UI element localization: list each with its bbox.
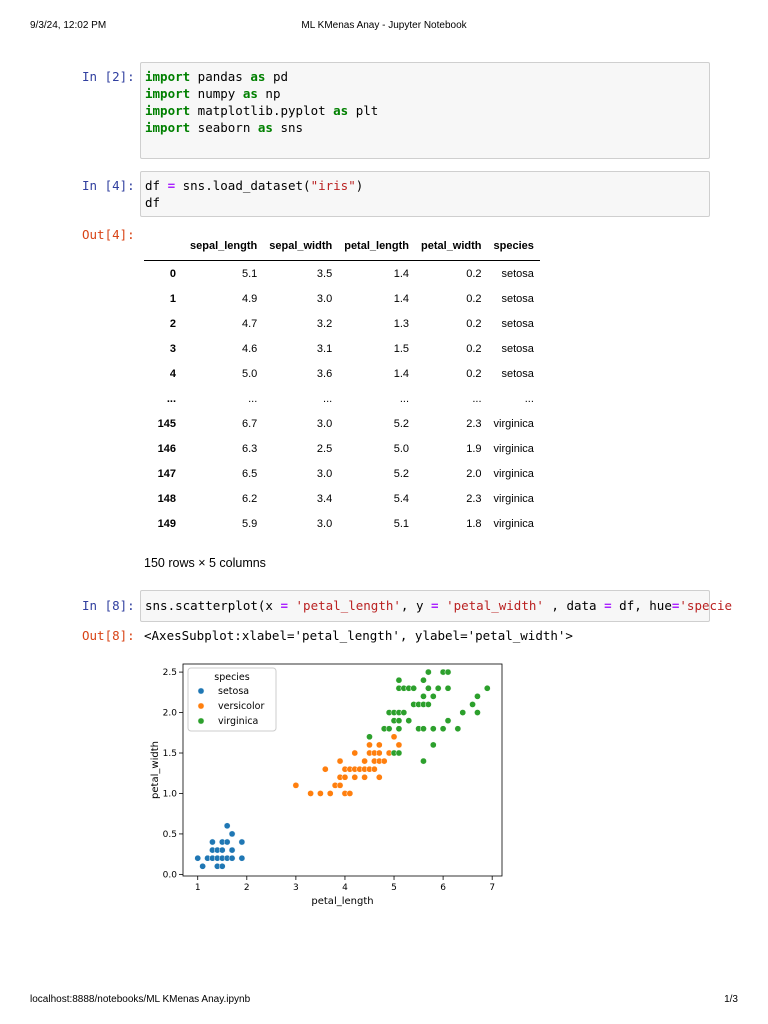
column-header: sepal_width [263, 240, 338, 261]
table-cell: 5.2 [393, 417, 410, 430]
data-point-versicolor [347, 790, 353, 796]
data-point-versicolor [366, 742, 372, 748]
data-point-virginica [420, 758, 426, 764]
data-point-virginica [396, 677, 402, 683]
table-cell: ... [472, 392, 482, 405]
data-point-setosa [219, 847, 225, 853]
table-cell: 3.5 [316, 267, 333, 280]
table-cell: 3.1 [316, 342, 333, 355]
print-header [0, 17, 768, 35]
dataframe-table [144, 240, 540, 536]
x-tick-label: 5 [391, 883, 397, 893]
table-cell: 3.0 [316, 467, 333, 480]
column-header: petal_width [415, 240, 488, 261]
data-point-virginica [474, 693, 480, 699]
table-cell: 0.2 [466, 292, 482, 305]
table-cell: 5.1 [241, 267, 258, 280]
data-point-versicolor [376, 742, 382, 748]
table-cell: 6.2 [241, 492, 258, 505]
x-tick-label: 6 [440, 883, 446, 893]
table-cell: ... [323, 392, 333, 405]
data-point-setosa [229, 847, 235, 853]
table-row [144, 461, 540, 486]
table-cell: 1.4 [393, 367, 410, 380]
table-row [144, 336, 540, 361]
table-cell: setosa [501, 267, 534, 280]
print-url: localhost:8888/notebooks/ML KMenas Anay.ipynb [30, 994, 251, 1005]
table-header-row [144, 240, 540, 261]
data-point-setosa [200, 863, 206, 869]
table-cell: 1.9 [466, 442, 482, 455]
x-axis-label: petal_length [311, 896, 374, 907]
print-datetime: 9/3/24, 12:02 PM [30, 20, 107, 31]
table-cell: 6.7 [241, 417, 258, 430]
y-tick-label: 1.0 [162, 789, 177, 800]
column-header: sepal_length [182, 240, 263, 261]
data-point-virginica [425, 701, 431, 707]
table-cell: 0.2 [466, 267, 482, 280]
input-prompt: In [4]: [82, 178, 135, 193]
table-cell: 3.4 [316, 492, 333, 505]
legend-label-setosa: setosa [218, 686, 250, 697]
data-point-setosa [229, 855, 235, 861]
y-axis-label: petal_width [150, 741, 161, 799]
table-cell: 4.7 [241, 317, 258, 330]
table-row [144, 411, 540, 436]
table-cell: virginica [493, 517, 534, 530]
y-tick-label: 2.0 [162, 708, 177, 719]
row-index: 2 [169, 317, 176, 330]
table-cell: virginica [493, 492, 534, 505]
data-point-virginica [474, 709, 480, 715]
data-point-virginica [396, 718, 402, 724]
data-point-virginica [420, 677, 426, 683]
output-prompt: Out[4]: [82, 227, 135, 242]
y-tick-label: 1.5 [162, 749, 177, 760]
scatter-plot [144, 660, 514, 915]
data-point-setosa [195, 855, 201, 861]
x-tick-label: 2 [243, 883, 250, 893]
data-point-versicolor [381, 758, 387, 764]
table-cell: 1.5 [393, 342, 410, 355]
data-point-virginica [366, 734, 372, 740]
row-index: 149 [157, 517, 176, 530]
print-footer [0, 994, 768, 1010]
table-cell: 4.9 [241, 292, 258, 305]
row-index: 145 [157, 417, 176, 430]
data-point-versicolor [337, 782, 343, 788]
data-point-versicolor [352, 774, 358, 780]
data-point-virginica [460, 709, 466, 715]
data-point-virginica [406, 718, 412, 724]
table-cell: 3.0 [316, 292, 333, 305]
data-point-setosa [224, 823, 230, 829]
row-index: 148 [157, 492, 176, 505]
data-point-versicolor [337, 758, 343, 764]
table-cell: 5.0 [241, 367, 258, 380]
table-cell: 1.4 [393, 292, 410, 305]
code-cell-imports[interactable]: import pandas as pd import numpy as np import matplotlib.pyplot as plt import seaborn as sns [140, 62, 710, 159]
table-cell: ... [248, 392, 258, 405]
table-cell: 6.3 [241, 442, 258, 455]
row-index: 146 [157, 442, 176, 455]
table-cell: 5.4 [393, 492, 410, 505]
table-cell: 1.3 [393, 317, 410, 330]
table-cell: 5.9 [241, 517, 258, 530]
table-cell: 0.2 [466, 342, 482, 355]
data-point-setosa [239, 839, 245, 845]
column-header: species [488, 240, 540, 261]
data-point-virginica [420, 693, 426, 699]
input-prompt: In [2]: [82, 69, 135, 84]
data-point-setosa [219, 863, 225, 869]
code-cell-scatterplot[interactable]: sns.scatterplot(x = 'petal_length', y = 'petal_width' , data = df, hue='specie [140, 590, 710, 622]
data-point-virginica [455, 726, 461, 732]
data-point-virginica [425, 685, 431, 691]
table-row [144, 286, 540, 311]
data-point-virginica [411, 685, 417, 691]
table-cell: 2.5 [316, 442, 333, 455]
print-page-number: 1/3 [724, 994, 738, 1005]
table-row [144, 311, 540, 336]
table-cell: 4.6 [241, 342, 258, 355]
table-cell: 2.0 [466, 467, 482, 480]
data-point-setosa [239, 855, 245, 861]
data-point-virginica [430, 726, 436, 732]
y-tick-label: 0.5 [162, 829, 177, 840]
legend-label-virginica: virginica [218, 716, 259, 727]
table-cell: 0.2 [466, 367, 482, 380]
legend-marker [198, 688, 204, 694]
y-tick-label: 0.0 [162, 870, 177, 881]
legend-label-versicolor: versicolor [218, 701, 265, 712]
input-prompt: In [8]: [82, 598, 135, 613]
y-tick-label: 2.5 [162, 668, 177, 679]
data-point-setosa [209, 839, 215, 845]
table-cell: 5.2 [393, 467, 410, 480]
data-point-versicolor [327, 790, 333, 796]
table-cell: 2.3 [466, 492, 482, 505]
table-cell: ... [399, 392, 410, 405]
data-point-virginica [445, 718, 451, 724]
table-cell: 1.4 [393, 267, 410, 280]
data-point-virginica [386, 726, 392, 732]
x-tick-label: 3 [293, 883, 299, 893]
legend-title: species [214, 672, 250, 683]
table-cell: 1.8 [466, 517, 482, 530]
table-cell: setosa [501, 292, 534, 305]
table-row [144, 511, 540, 536]
data-point-virginica [401, 709, 407, 715]
data-point-versicolor [391, 734, 397, 740]
data-point-versicolor [396, 742, 402, 748]
table-cell: 3.2 [316, 317, 333, 330]
table-row [144, 436, 540, 461]
print-title: ML KMenas Anay - Jupyter Notebook [301, 20, 467, 31]
data-point-virginica [445, 685, 451, 691]
row-index: 3 [169, 342, 176, 355]
data-point-virginica [445, 669, 451, 675]
output-text: <AxesSubplot:xlabel='petal_length', ylabel='petal_width'> [144, 628, 573, 643]
data-point-versicolor [376, 774, 382, 780]
data-point-versicolor [293, 782, 299, 788]
data-point-virginica [420, 726, 426, 732]
data-point-virginica [430, 693, 436, 699]
table-row [144, 386, 540, 411]
row-index: 147 [157, 467, 176, 480]
row-index: 0 [169, 267, 176, 280]
data-point-virginica [469, 701, 475, 707]
data-point-virginica [396, 726, 402, 732]
data-point-setosa [224, 839, 230, 845]
x-tick-label: 7 [489, 883, 496, 893]
table-cell: 3.0 [316, 417, 333, 430]
data-point-versicolor [342, 774, 348, 780]
table-cell: virginica [493, 417, 534, 430]
table-cell: setosa [501, 367, 534, 380]
output-prompt: Out[8]: [82, 628, 135, 643]
table-cell: setosa [501, 342, 534, 355]
data-point-virginica [430, 742, 436, 748]
table-cell: ... [524, 392, 534, 405]
table-cell: 5.1 [393, 517, 410, 530]
data-point-setosa [229, 831, 235, 837]
data-point-virginica [435, 685, 441, 691]
column-header: petal_length [338, 240, 415, 261]
data-point-virginica [396, 750, 402, 756]
table-cell: virginica [493, 442, 534, 455]
data-point-versicolor [361, 774, 367, 780]
data-point-versicolor [308, 790, 314, 796]
data-point-versicolor [376, 750, 382, 756]
x-tick-label: 1 [194, 883, 201, 893]
data-point-versicolor [317, 790, 323, 796]
legend-marker [198, 703, 204, 709]
table-cell: setosa [501, 317, 534, 330]
table-row [144, 361, 540, 386]
table-row [144, 486, 540, 511]
data-point-virginica [440, 726, 446, 732]
data-point-versicolor [322, 766, 328, 772]
data-point-virginica [484, 685, 490, 691]
code-cell-load-dataset[interactable]: df = sns.load_dataset("iris") df [140, 171, 710, 217]
table-cell: virginica [493, 467, 534, 480]
table-cell: 0.2 [466, 317, 482, 330]
row-index: 1 [169, 292, 176, 305]
legend-marker [198, 718, 204, 724]
data-point-virginica [425, 669, 431, 675]
row-index: 4 [169, 367, 176, 380]
table-cell: 2.3 [466, 417, 482, 430]
table-cell: 5.0 [393, 442, 410, 455]
row-index: ... [166, 392, 176, 405]
data-point-versicolor [361, 758, 367, 764]
x-tick-label: 4 [342, 883, 348, 893]
column-header [144, 240, 182, 261]
table-cell: 3.0 [316, 517, 333, 530]
data-point-versicolor [352, 750, 358, 756]
table-cell: 6.5 [241, 467, 258, 480]
table-row [144, 261, 540, 287]
table-cell: 3.6 [316, 367, 333, 380]
data-point-versicolor [371, 766, 377, 772]
dataframe-shape-note: 150 rows × 5 columns [144, 556, 266, 570]
